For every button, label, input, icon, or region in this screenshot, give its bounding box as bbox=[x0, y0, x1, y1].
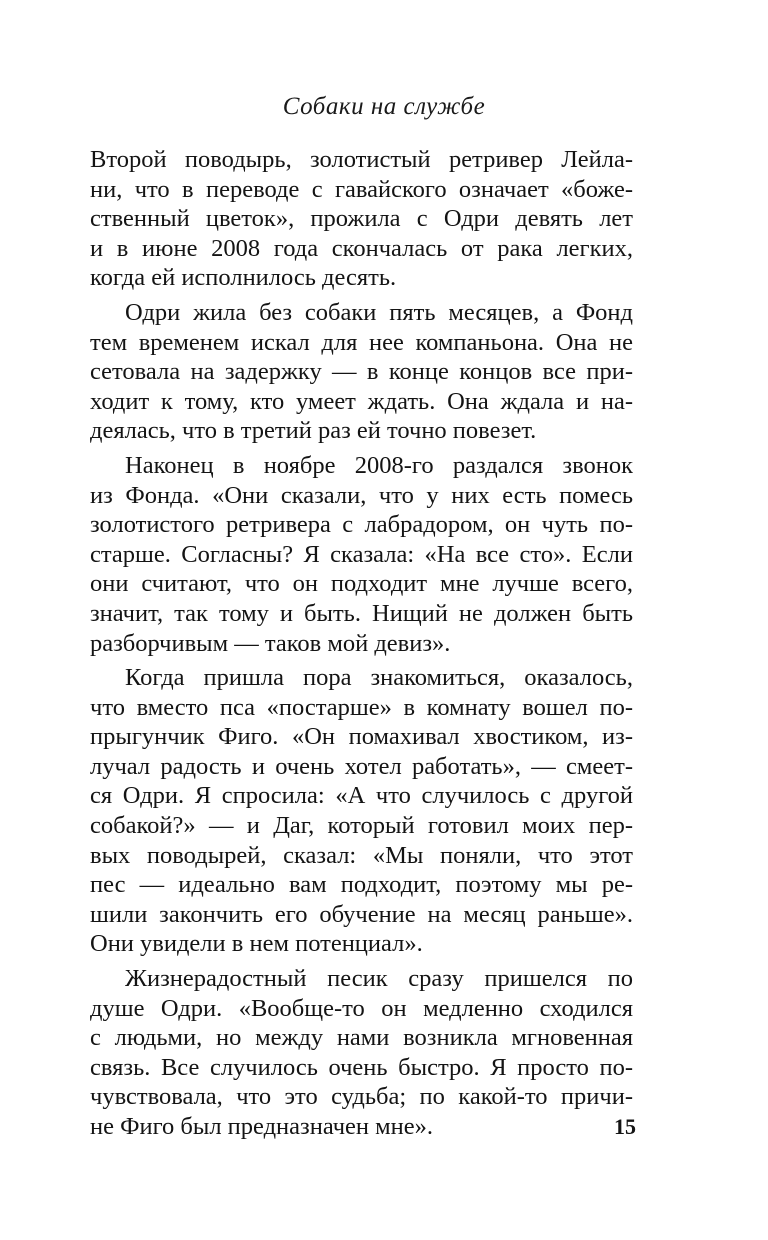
text-line: разборчивым — таков мой девиз». bbox=[90, 629, 451, 657]
text-line: вых поводырей, сказал: «Мы поняли, что этот bbox=[90, 841, 633, 869]
paragraph-2 bbox=[90, 298, 633, 446]
paragraph-3 bbox=[90, 451, 633, 658]
text-line: они считают, что он подходит мне лучше всего, bbox=[90, 570, 633, 598]
text-line: Жизнерадостный песик сразу пришелся по bbox=[125, 965, 633, 993]
text-line: что вместо пса «постарше» в комнату вошел по- bbox=[90, 693, 633, 721]
text-line: связь. Все случилось очень быстро. Я просто по- bbox=[90, 1053, 633, 1081]
text-line: с людьми, но между нами возникла мгновенная bbox=[90, 1024, 633, 1052]
text-line: золотистого ретривера с лабрадором, он чуть по- bbox=[90, 511, 633, 539]
text-line: пес — идеально вам подходит, поэтому мы ре- bbox=[90, 871, 633, 899]
text-line: и в июне 2008 года скончалась от рака легких, bbox=[90, 234, 633, 262]
running-head: Собаки на службе bbox=[282, 93, 486, 120]
body-text bbox=[90, 145, 633, 1142]
text-line: тем временем искал для нее компаньона. Она не bbox=[90, 328, 633, 356]
text-line: из Фонда. «Они сказали, что у них есть помесь bbox=[90, 481, 633, 509]
text-line: душе Одри. «Вообще-то он медленно сходился bbox=[90, 994, 633, 1022]
text-line: значит, так тому и быть. Нищий не должен быть bbox=[90, 599, 633, 627]
text-line: Одри жила без собаки пять месяцев, а Фонд bbox=[125, 298, 633, 326]
paragraph-1 bbox=[90, 145, 633, 293]
text-line: прыгунчик Фиго. «Он помахивал хвостиком, из- bbox=[90, 723, 633, 751]
text-line: ходит к тому, кто умеет ждать. Она ждала и на- bbox=[90, 387, 633, 415]
text-line: лучал радость и очень хотел работать», — смеет- bbox=[90, 752, 633, 780]
paragraph-5 bbox=[90, 964, 633, 1142]
text-line: когда ей исполнилось десять. bbox=[90, 264, 397, 292]
text-line: Наконец в ноябре 2008-го раздался звонок bbox=[125, 451, 633, 479]
text-line: собакой?» — и Даг, который готовил моих пер- bbox=[90, 812, 633, 840]
text-line: Второй поводырь, золотистый ретривер Лейла- bbox=[90, 146, 633, 173]
text-line: чувствовала, что это судьба; по какой-то причи- bbox=[90, 1083, 633, 1111]
text-line: Когда пришла пора знакомиться, оказалось, bbox=[125, 664, 633, 692]
text-line: ственный цветок», прожила с Одри девять лет bbox=[90, 205, 633, 233]
text-line: старше. Согласны? Я сказала: «На все сто». Если bbox=[90, 540, 633, 568]
text-line: ни, что в переводе с гавайского означает «боже- bbox=[90, 175, 633, 203]
text-line: не Фиго был предназначен мне». bbox=[90, 1113, 434, 1140]
text-line: деялась, что в третий раз ей точно повезет. bbox=[90, 417, 537, 445]
paragraph-4 bbox=[90, 663, 633, 959]
text-line: сетовала на задержку — в конце концов все при- bbox=[90, 358, 633, 386]
page-number: 15 bbox=[614, 1114, 636, 1139]
text-line: Они увидели в нем потенциал». bbox=[90, 930, 423, 958]
text-line: ся Одри. Я спросила: «А что случилось с другой bbox=[90, 782, 633, 810]
text-line: шили закончить его обучение на месяц раньше». bbox=[90, 900, 633, 928]
